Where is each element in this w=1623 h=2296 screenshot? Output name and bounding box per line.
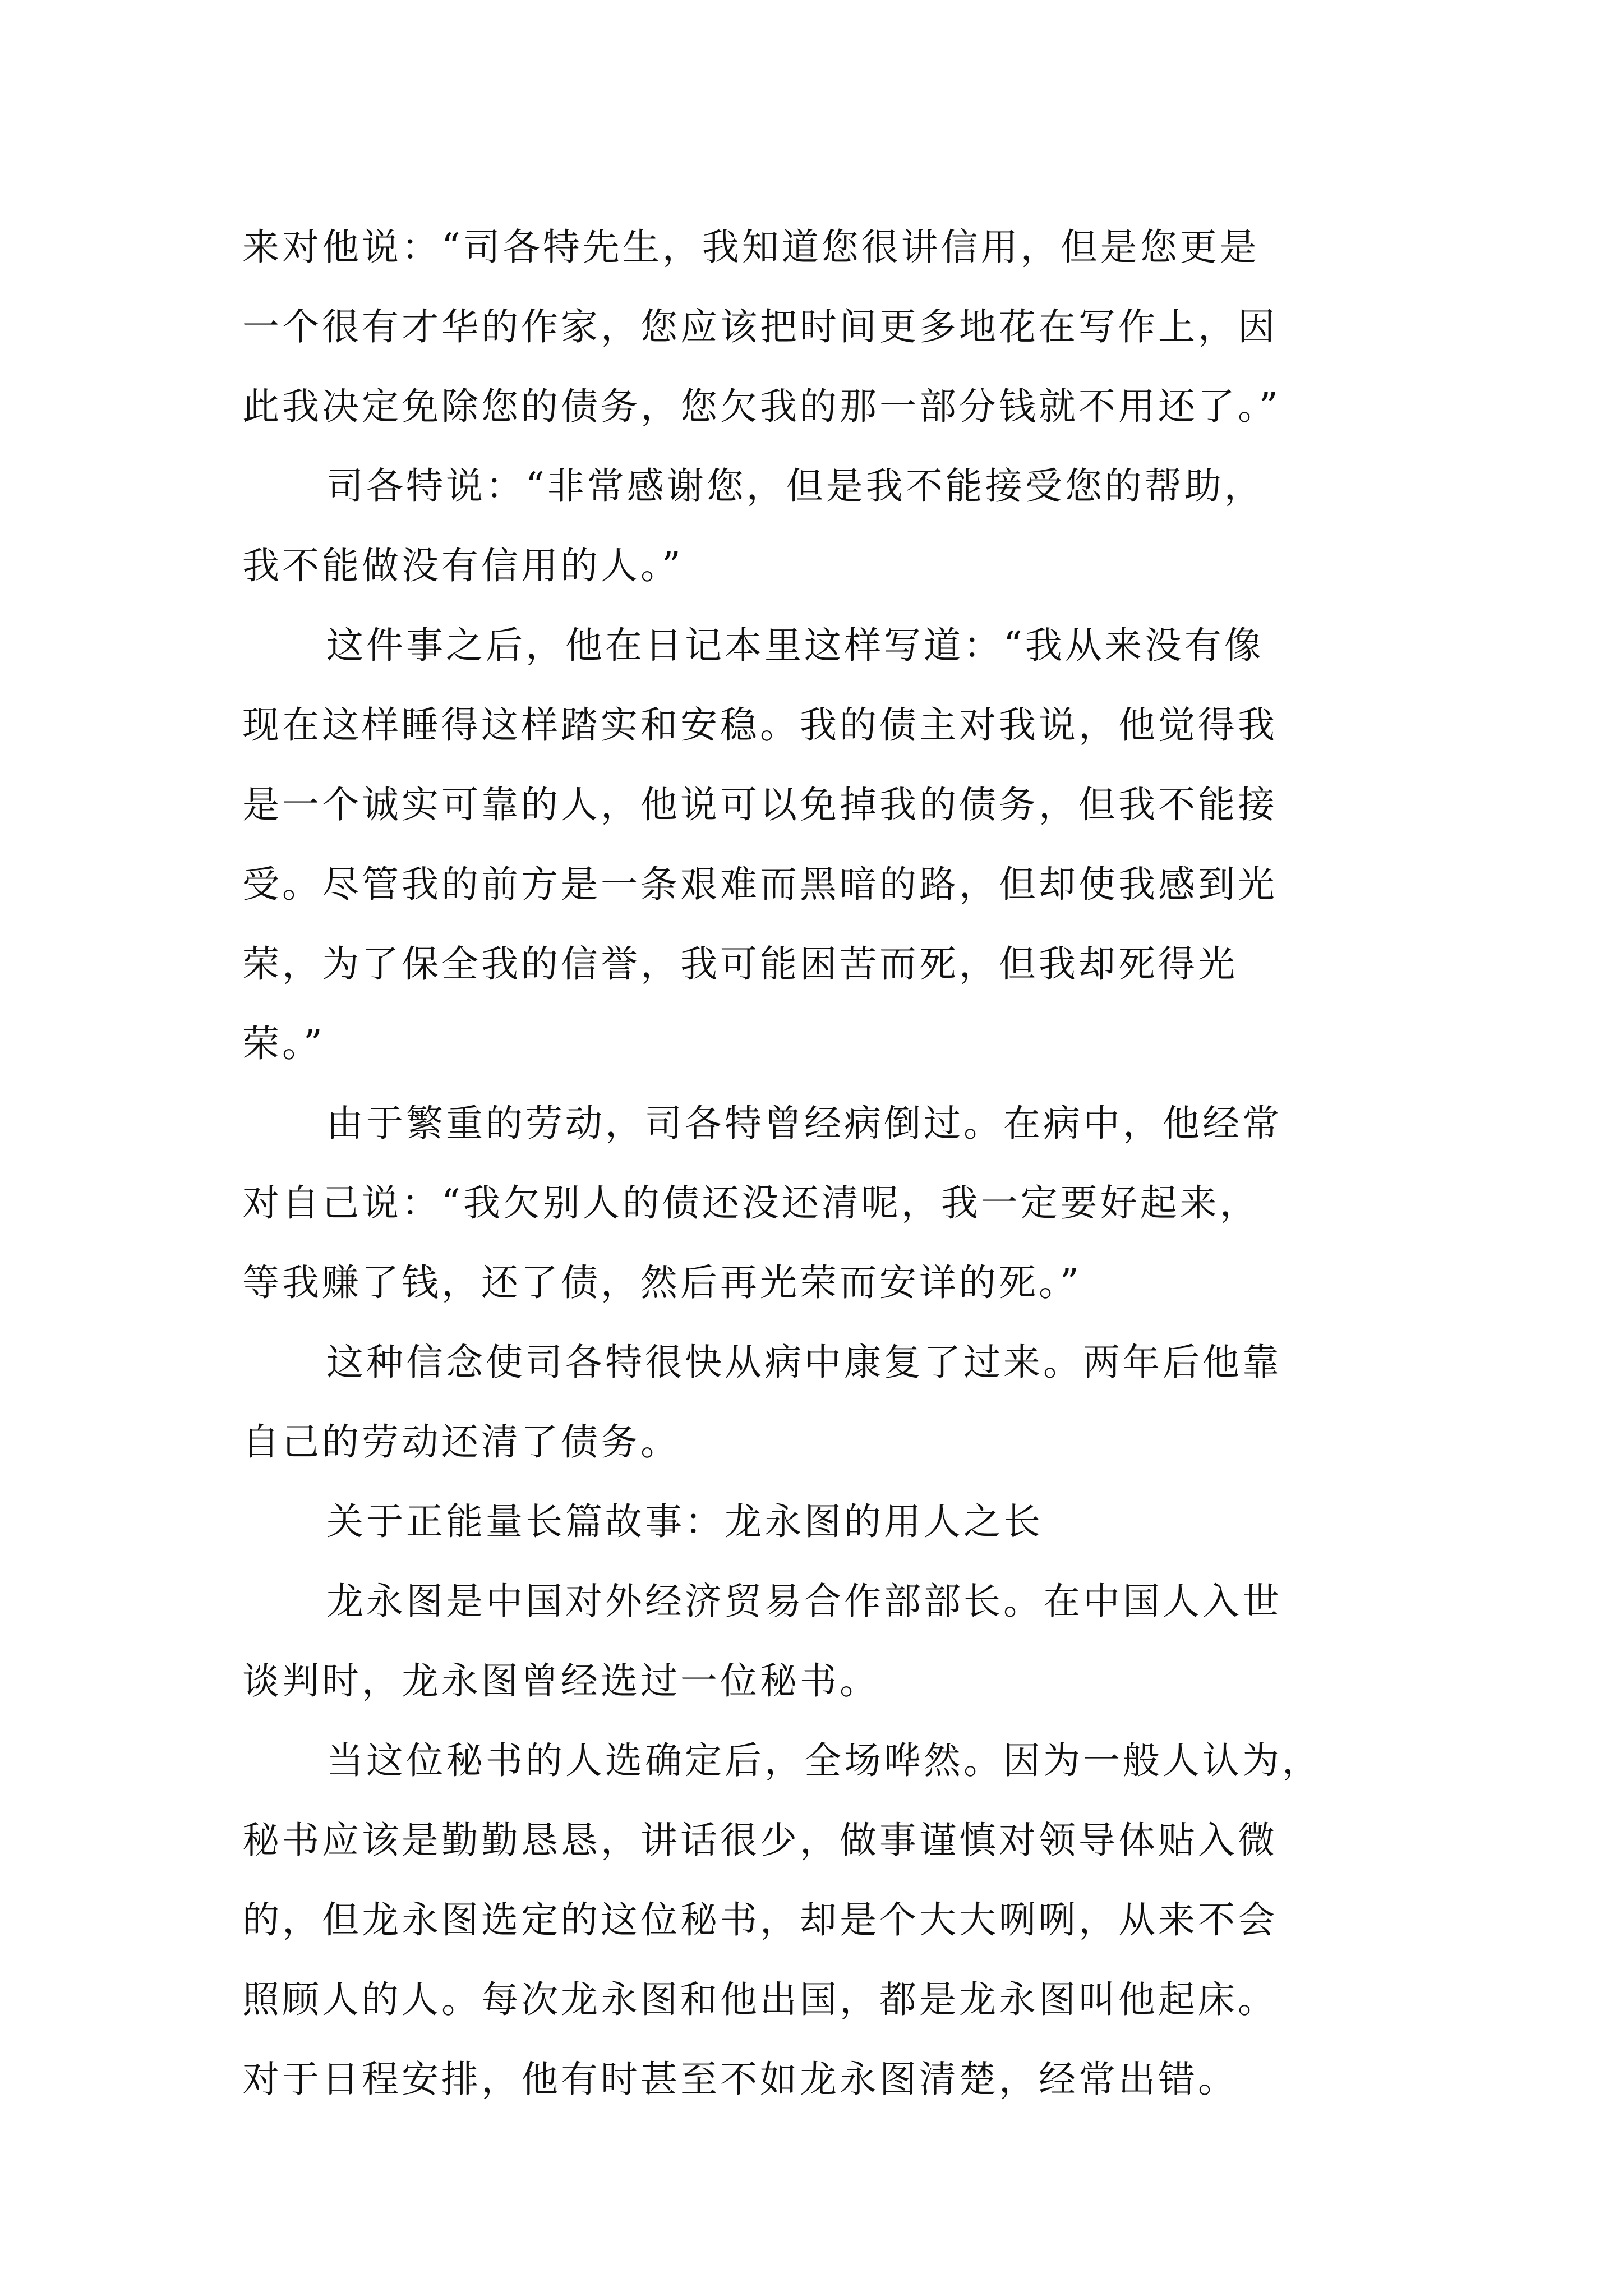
text-line: 关于正能量长篇故事：龙永图的用人之长 xyxy=(326,1500,1043,1543)
paragraph xyxy=(242,208,1403,447)
text-line: 这件事之后，他在日记本里这样写道：“我从来没有像 xyxy=(326,624,1264,667)
paragraph xyxy=(242,606,1403,1084)
text-line: 对于日程安排，他有时甚至不如龙永图清楚，经常出错。 xyxy=(242,2058,1238,2101)
text-line: 是一个诚实可靠的人，他说可以免掉我的债务，但我不能接 xyxy=(242,783,1278,826)
paragraph xyxy=(242,447,1403,606)
text-line: 谈判时，龙永图曾经选过一位秘书。 xyxy=(242,1659,879,1703)
text-line: 由于繁重的劳动，司各特曾经病倒过。在病中，他经常 xyxy=(326,1102,1282,1145)
text-line: 受。尽管我的前方是一条艰难而黑暗的路，但却使我感到光 xyxy=(242,863,1278,906)
document-body xyxy=(242,208,1403,2119)
text-line: 照顾人的人。每次龙永图和他出国，都是龙永图叫他起床。 xyxy=(242,1978,1278,2021)
text-line: 一个很有才华的作家，您应该把时间更多地花在写作上，因 xyxy=(242,305,1278,348)
text-line: 当这位秘书的人选确定后，全场哗然。因为一般人认为， xyxy=(326,1739,1322,1782)
text-line: 对自己说：“我欠别人的债还没还清呢，我一定要好起来， xyxy=(242,1181,1260,1225)
text-line: 来对他说：“司各特先生，我知道您很讲信用，但是您更是 xyxy=(242,226,1260,269)
text-line: 自己的劳动还清了债务。 xyxy=(242,1420,680,1464)
text-line: 我不能做没有信用的人。” xyxy=(242,544,684,587)
text-line: 秘书应该是勤勤恳恳，讲话很少，做事谨慎对领导体贴入微 xyxy=(242,1819,1278,1862)
text-line: 荣，为了保全我的信誉，我可能困苦而死，但我却死得光 xyxy=(242,942,1238,986)
section-heading xyxy=(242,1482,1403,1562)
text-line: 荣。” xyxy=(242,1022,325,1065)
text-line: 这种信念使司各特很快从病中康复了过来。两年后他靠 xyxy=(326,1341,1282,1384)
text-line: 等我赚了钱，还了债，然后再光荣而安详的死。” xyxy=(242,1261,1082,1304)
text-line: 此我决定免除您的债务，您欠我的那一部分钱就不用还了。” xyxy=(242,385,1281,428)
paragraph xyxy=(242,1562,1403,1721)
text-line: 的，但龙永图选定的这位秘书，却是个大大咧咧，从来不会 xyxy=(242,1898,1278,1941)
paragraph xyxy=(242,1323,1403,1482)
text-line: 司各特说：“非常感谢您，但是我不能接受您的帮助， xyxy=(326,464,1264,508)
text-line: 现在这样睡得这样踏实和安稳。我的债主对我说，他觉得我 xyxy=(242,703,1278,747)
text-line: 龙永图是中国对外经济贸易合作部部长。在中国人入世 xyxy=(326,1580,1282,1623)
paragraph xyxy=(242,1084,1403,1323)
paragraph xyxy=(242,1721,1403,2119)
